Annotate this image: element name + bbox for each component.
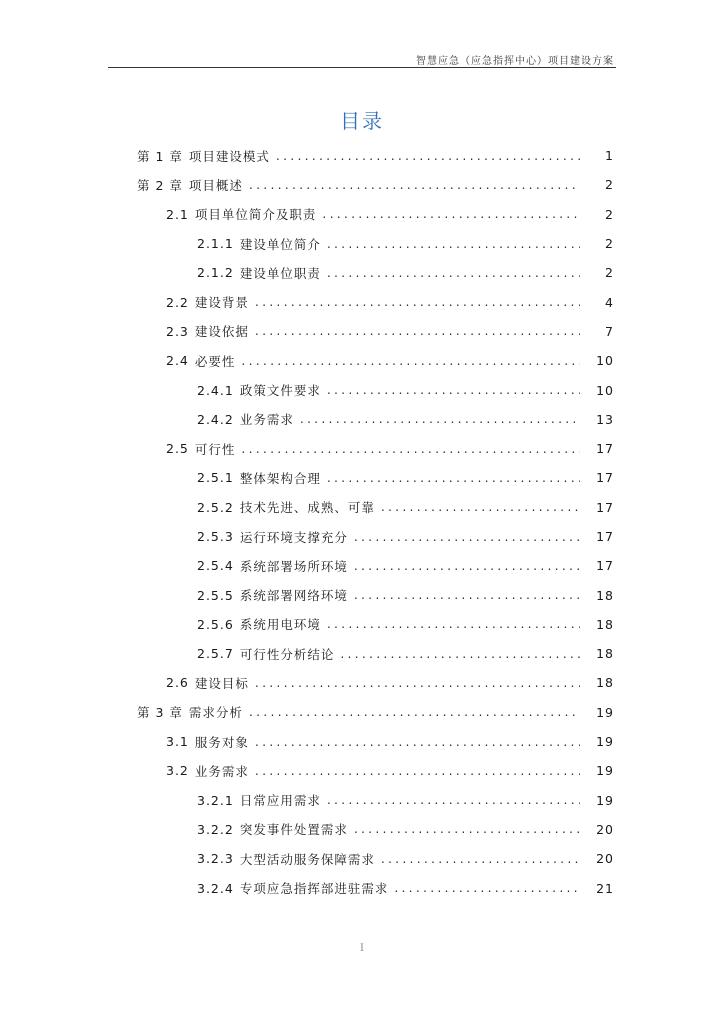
toc-entry-number: 3.1	[166, 734, 189, 750]
toc-entry-number: 第 3 章	[137, 705, 183, 721]
toc-entry-level-3[interactable]	[0, 229, 724, 258]
toc-entry-page: 19	[596, 704, 614, 720]
toc-entry-number: 2.5.5	[197, 587, 234, 603]
toc-entry-page: 17	[596, 499, 614, 515]
footer-page-number: I	[360, 943, 364, 954]
toc-entry-number: 2.4.1	[197, 382, 234, 398]
toc-entry-page: 18	[596, 646, 614, 662]
toc-dot-leader	[327, 265, 580, 281]
toc-entry-level-3[interactable]	[0, 493, 724, 522]
toc-dot-leader	[354, 529, 580, 545]
toc-entry-page: 13	[596, 411, 614, 427]
toc-entry-number: 3.2	[166, 763, 189, 779]
toc-entry-title: 运行环境支撑充分	[239, 529, 348, 545]
toc-entry-level-1[interactable]	[0, 141, 724, 170]
toc-entry-title: 可行性分析结论	[239, 646, 335, 662]
toc-entry-title: 可行性	[194, 441, 236, 457]
toc-entry-level-3[interactable]	[0, 610, 724, 639]
toc-dot-leader	[327, 792, 580, 808]
toc-entry-page: 20	[596, 821, 614, 837]
toc-entry-page: 1	[605, 148, 614, 164]
toc-entry-level-3[interactable]	[0, 639, 724, 668]
toc-entry-page: 17	[596, 441, 614, 457]
toc-entry-number: 2.6	[166, 675, 189, 691]
toc-entry-page: 2	[605, 206, 614, 222]
toc-entry-level-3[interactable]	[0, 580, 724, 609]
toc-entry-number: 2.4.2	[197, 411, 234, 427]
toc-entry-level-3[interactable]	[0, 375, 724, 404]
toc-entry-page: 17	[596, 558, 614, 574]
toc-entry-level-3[interactable]	[0, 786, 724, 815]
toc-entry-level-3[interactable]	[0, 258, 724, 287]
toc-entry-level-3[interactable]	[0, 463, 724, 492]
toc-entry-title: 服务对象	[194, 734, 249, 750]
toc-dot-leader	[249, 704, 580, 720]
toc-entry-level-2[interactable]	[0, 346, 724, 375]
toc-entry-title: 业务需求	[194, 763, 249, 779]
toc-entry-page: 18	[596, 616, 614, 632]
toc-entry-level-2[interactable]	[0, 434, 724, 463]
toc-dot-leader	[327, 382, 580, 398]
toc-entry-title: 建设单位简介	[239, 236, 321, 252]
toc-entry-number: 3.2.3	[197, 851, 234, 867]
toc-entry-title: 需求分析	[188, 705, 243, 721]
toc-entry-title: 系统部署场所环境	[239, 558, 348, 574]
toc-entry-page: 18	[596, 675, 614, 691]
toc-dot-leader	[255, 294, 580, 310]
toc-entry-page: 19	[596, 734, 614, 750]
toc-dot-leader	[255, 734, 580, 750]
toc-dot-leader	[241, 353, 580, 369]
toc-entry-level-3[interactable]	[0, 405, 724, 434]
toc-entry-page: 17	[596, 529, 614, 544]
toc-entry-page: 17	[596, 470, 614, 486]
toc-entry-title: 建设依据	[194, 324, 249, 340]
toc-dot-leader	[327, 616, 580, 632]
toc-entry-number: 2.1.1	[197, 236, 234, 252]
toc-entry-title: 专项应急指挥部进驻需求	[239, 881, 389, 897]
toc-entry-page: 2	[605, 265, 614, 281]
toc-dot-leader	[276, 148, 580, 164]
toc-entry-number: 2.2	[166, 294, 189, 310]
toc-entry-number: 2.5.7	[197, 646, 234, 662]
toc-dot-leader	[354, 821, 580, 837]
toc-entry-title: 整体架构合理	[239, 470, 321, 486]
toc-entry-title: 大型活动服务保障需求	[239, 851, 375, 867]
toc-entry-number: 2.5.4	[197, 558, 234, 574]
toc-entry-level-2[interactable]	[0, 317, 724, 346]
toc-title: 目录	[340, 109, 384, 133]
toc-entry-page: 19	[596, 763, 614, 779]
toc-entry-page: 2	[605, 177, 614, 193]
toc-entry-page: 4	[605, 294, 614, 310]
toc-entry-number: 第 1 章	[137, 148, 183, 164]
toc-entry-number: 2.3	[166, 323, 189, 339]
running-header: 智慧应急（应急指挥中心）项目建设方案	[416, 56, 614, 67]
toc-entry-level-3[interactable]	[0, 522, 724, 551]
toc-entry-page: 21	[596, 880, 614, 896]
toc-entry-number: 2.1	[166, 206, 189, 222]
toc-entry-number: 2.5	[166, 441, 189, 457]
toc-entry-number: 2.1.2	[197, 265, 234, 281]
toc-entry-level-3[interactable]	[0, 844, 724, 873]
toc-dot-leader	[249, 177, 580, 193]
toc-dot-leader	[354, 558, 580, 574]
toc-entry-level-3[interactable]	[0, 551, 724, 580]
toc-entry-number: 2.5.2	[197, 499, 234, 515]
toc-entry-title: 建设目标	[194, 675, 249, 691]
toc-entry-title: 建设单位职责	[239, 265, 321, 281]
header-divider	[108, 67, 616, 68]
toc-dot-leader	[241, 441, 580, 457]
toc-entry-number: 3.2.2	[197, 821, 234, 837]
toc-entry-level-2[interactable]	[0, 287, 724, 316]
toc-entry-number: 3.2.1	[197, 792, 234, 808]
toc-entry-title: 技术先进、成熟、可靠	[239, 500, 375, 516]
toc-entry-level-3[interactable]	[0, 873, 724, 902]
toc-dot-leader	[354, 587, 580, 603]
toc-entry-title: 突发事件处置需求	[239, 822, 348, 838]
toc-entry-number: 第 2 章	[137, 177, 183, 193]
toc-entry-title: 业务需求	[239, 412, 294, 428]
toc-dot-leader	[381, 499, 580, 515]
toc-entry-page: 10	[596, 353, 614, 369]
toc-dot-leader	[327, 470, 580, 486]
toc-entry-title: 项目概述	[188, 177, 243, 193]
table-of-contents	[0, 141, 724, 903]
toc-dot-leader	[300, 411, 580, 427]
toc-entry-page: 2	[605, 236, 614, 252]
toc-entry-number: 3.2.4	[197, 880, 234, 896]
toc-entry-level-2[interactable]	[0, 727, 724, 756]
toc-entry-title: 项目单位简介及职责	[194, 207, 317, 223]
toc-entry-number: 2.5.1	[197, 470, 234, 486]
toc-entry-page: 20	[596, 851, 614, 867]
toc-entry-number: 2.5.6	[197, 616, 234, 632]
toc-dot-leader	[381, 851, 580, 867]
toc-entry-level-2[interactable]	[0, 756, 724, 785]
toc-entry-level-2[interactable]	[0, 200, 724, 229]
toc-entry-level-1[interactable]	[0, 170, 724, 199]
toc-entry-number: 2.5.3	[197, 529, 234, 544]
toc-entry-level-3[interactable]	[0, 815, 724, 844]
toc-entry-number: 2.4	[166, 353, 189, 369]
toc-entry-title: 建设背景	[194, 295, 249, 311]
toc-entry-title: 系统部署网络环境	[239, 588, 348, 604]
toc-entry-page: 7	[605, 323, 614, 339]
toc-entry-page: 18	[596, 587, 614, 603]
toc-entry-title: 项目建设模式	[188, 148, 270, 164]
toc-dot-leader	[322, 206, 580, 222]
toc-entry-title: 日常应用需求	[239, 793, 321, 809]
toc-dot-leader	[255, 763, 580, 779]
toc-dot-leader	[394, 880, 580, 896]
toc-entry-level-2[interactable]	[0, 668, 724, 697]
toc-entry-title: 政策文件要求	[239, 383, 321, 399]
toc-entry-level-1[interactable]	[0, 698, 724, 727]
toc-dot-leader	[255, 323, 580, 339]
toc-dot-leader	[255, 675, 580, 691]
toc-dot-leader	[327, 236, 580, 252]
toc-entry-page: 10	[596, 382, 614, 398]
toc-dot-leader	[340, 646, 580, 662]
toc-entry-page: 19	[596, 792, 614, 808]
toc-entry-title: 系统用电环境	[239, 617, 321, 633]
toc-entry-title: 必要性	[194, 353, 236, 369]
